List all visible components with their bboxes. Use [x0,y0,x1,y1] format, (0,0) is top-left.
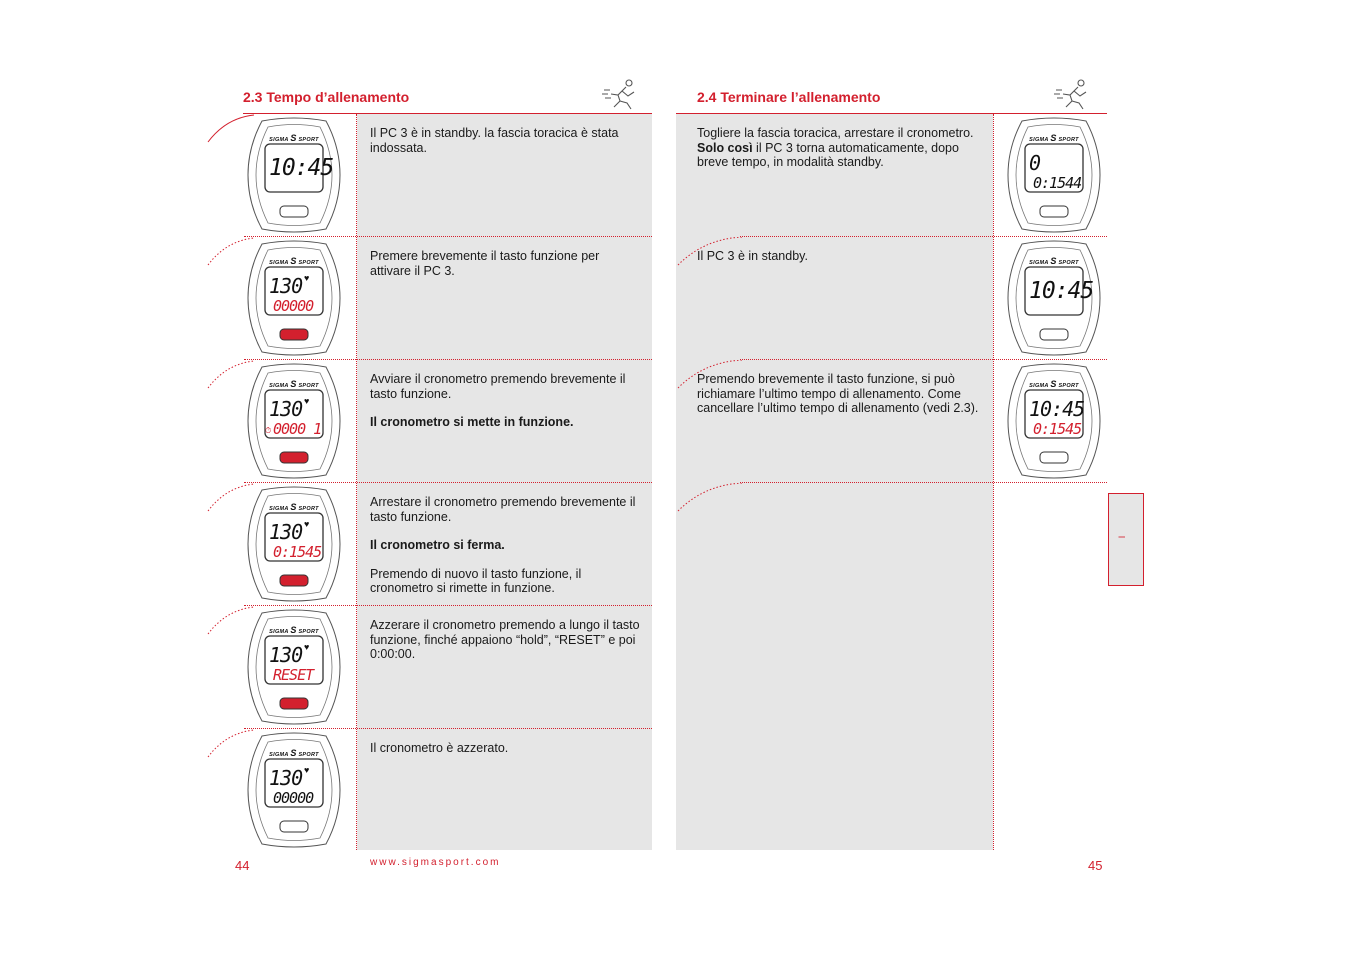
row-separator [740,482,1107,483]
display-top: 130 [269,274,303,298]
row-separator [244,605,652,606]
step-paragraph: Premendo di nuovo il tasto funzione, il cronometro si rimette in funzione. [370,566,582,596]
logo-sigma: SIGMA [1029,260,1049,266]
watch-illustration [244,117,344,233]
step-paragraph: Il PC 3 è in standby. [697,249,808,263]
row-separator [740,236,1107,237]
step-text [697,372,985,430]
step-paragraph: Azzerare il cronometro premendo a lungo il tasto funzione, finché appaiono “hold”, “RESET” e poi 0:00:00. [370,618,640,662]
row-separator [244,359,652,360]
stopwatch-icon: ⏱ [265,426,272,435]
step-text [697,126,985,184]
row-arc [676,483,746,513]
row-separator [244,728,652,729]
language-tab [1108,493,1144,586]
display-top: 10:45 [1029,397,1085,421]
page-number-right: 45 [1088,858,1103,873]
logo-sport: SPORT [1058,260,1079,266]
step-text [370,249,642,292]
heart-icon: ♥ [304,396,310,406]
footer-url: www.sigmasport.com [370,857,501,868]
logo-sigma: SIGMA [269,260,289,266]
step-text [370,618,642,676]
watch-illustration [1004,117,1104,233]
heart-icon: ♥ [304,273,310,283]
display-bottom: RESET [273,666,314,684]
step-paragraph: Il cronometro si mette in funzione. [370,415,574,430]
row-separator [244,482,652,483]
display-bottom: 00000 [273,789,314,807]
display-bottom: 0:1545 [273,543,322,561]
row-separator [244,236,652,237]
logo-sport: SPORT [298,137,319,143]
watch-logo: SIGMA S SPORT [269,256,319,266]
logo-sport: SPORT [298,260,319,266]
watch-illustration [244,240,344,356]
step-text [697,249,985,278]
step-paragraph: Il cronometro è azzerato. [370,741,509,755]
display-top: 0 [1029,151,1041,175]
logo-sigma: SIGMA [269,506,289,512]
watch-illustration [244,609,344,725]
watch-illustration [1004,240,1104,356]
logo-sport: SPORT [298,506,319,512]
logo-sigma: SIGMA [269,629,289,635]
watch-logo: SIGMA S SPORT [269,502,319,512]
display-top: 10:45 [269,155,334,181]
step-paragraph: Arrestare il cronometro premendo brevemente il tasto funzione. [370,495,636,524]
logo-sport: SPORT [298,752,319,758]
runner-icon-left [600,78,640,110]
display-bottom: 00000 [273,297,314,315]
watch-logo: SIGMA S SPORT [269,133,319,143]
display-top: 130 [269,766,303,790]
watch-logo: SIGMA S SPORT [269,625,319,635]
section-title-left: 2.3 Tempo d’allenamento [243,89,410,105]
display-top: 130 [269,397,303,421]
step-paragraph: Il cronometro si ferma. [370,538,505,553]
step-paragraph: Premere brevemente il tasto funzione per attivare il PC 3. [370,249,600,278]
logo-sport: SPORT [298,383,319,389]
display-top: 130 [269,520,303,544]
logo-sigma: SIGMA [269,752,289,758]
watch-logo: SIGMA S SPORT [269,379,319,389]
logo-sport: SPORT [1058,383,1079,389]
display-bottom: 0:1544 [1033,174,1082,192]
logo-sport: SPORT [298,629,319,635]
logo-sigma: SIGMA [269,137,289,143]
step-text [370,495,642,610]
logo-sport: SPORT [1058,137,1079,143]
display-top: 130 [269,643,303,667]
display-top: 10:45 [1029,278,1094,304]
watch-illustration [244,363,344,479]
step-text [370,126,642,169]
logo-sigma: SIGMA [1029,383,1049,389]
step-paragraph: Avviare il cronometro premendo brevemente il tasto funzione. [370,372,626,401]
step-paragraph: Togliere la fascia toracica, arrestare il cronometro. Solo così il PC 3 torna automaticamente, dopo breve tempo, in modalità standby. [697,126,974,170]
watch-logo: SIGMA S SPORT [1029,256,1079,266]
logo-sigma: SIGMA [269,383,289,389]
watch-illustration [1004,363,1104,479]
step-paragraph: Il PC 3 è in standby. la fascia toracica è stata indossata. [370,126,619,155]
watch-logo: SIGMA S SPORT [269,748,319,758]
step-text [370,372,642,444]
page-number-left: 44 [235,858,250,873]
language-tab-label: I [1116,535,1127,539]
row-separator [740,359,1107,360]
step-paragraph: Premendo brevemente il tasto funzione, si può richiamare l’ultimo tempo di allenamento. Come cancellare l’ultimo tempo di allenamento (vedi 2.3). [697,372,979,416]
display-bottom: 0:1545 [1033,420,1082,438]
step-text [370,741,642,770]
watch-illustration [244,486,344,602]
heart-icon: ♥ [304,519,310,529]
watch-logo: SIGMA S SPORT [1029,379,1079,389]
display-bottom: 0000 1 [273,420,322,438]
watch-logo: SIGMA S SPORT [1029,133,1079,143]
logo-sigma: SIGMA [1029,137,1049,143]
section-title-right: 2.4 Terminare l’allenamento [697,89,881,105]
watch-illustration [244,732,344,848]
heart-icon: ♥ [304,765,310,775]
runner-icon-right [1052,78,1092,110]
heart-icon: ♥ [304,642,310,652]
